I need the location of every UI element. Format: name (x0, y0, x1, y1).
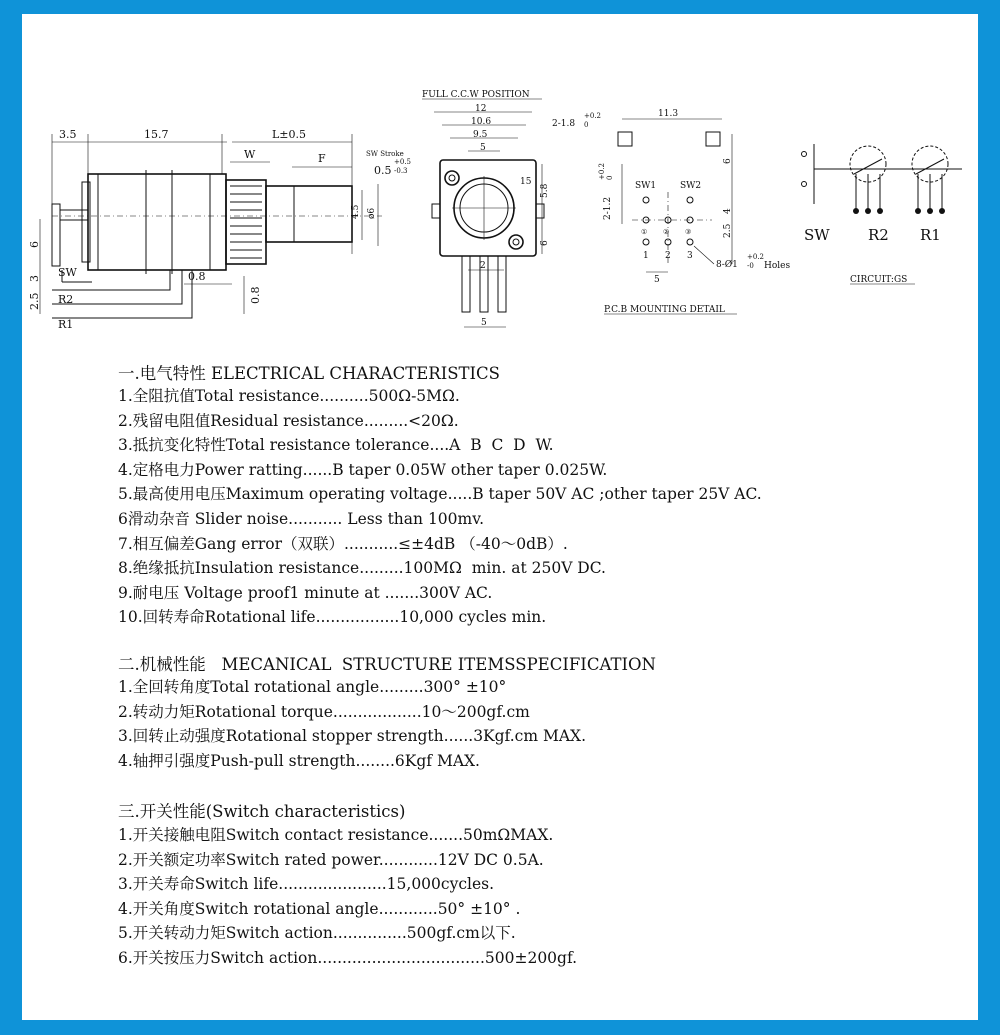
pcb-pin-c2: ② (663, 228, 670, 236)
pcb-mounting-title: P.C.B MOUNTING DETAIL (604, 305, 725, 315)
pin-label-r2: R2 (58, 293, 74, 306)
dim-3: 3 (28, 275, 41, 282)
dim-10-6: 10.6 (471, 117, 492, 127)
dim-f: F (318, 152, 326, 165)
pcb-label-sw1: SW1 (635, 181, 657, 191)
dim-5-8: 5.8 (540, 183, 550, 198)
spec-line: 4.开关角度Switch rotational angle............50° ±10° . (118, 899, 521, 918)
holes-word: Holes (764, 261, 791, 271)
dim-0-8-b: 0.8 (249, 286, 262, 304)
spec-line: 8.绝缘抵抗Insulation resistance.........100MΩ min. at 250V DC. (118, 559, 606, 578)
dim-12: 12 (475, 104, 487, 114)
circuit-title: CIRCUIT:GS (850, 275, 908, 285)
spec-line: 2.开关额定功率Switch rated power............12V DC 0.5A. (118, 850, 544, 869)
pin2-dim: 2-1.2 (603, 196, 613, 220)
dim-6-pcb: 6 (723, 158, 733, 164)
dim-3-5: 3.5 (59, 128, 77, 141)
dim-5-bottom: 5 (481, 318, 487, 328)
pin-label-r1: R1 (58, 318, 74, 331)
spec-line: 1.开关接触电阻Switch contact resistance.......50mΩMAX. (118, 826, 554, 844)
dim-phi6: ø6 (367, 207, 377, 219)
spec-line: 1.全回转角度Total rotational angle.........300° ±10° (118, 678, 507, 696)
spec-line: 10.回转寿命Rotational life.................10,000 cycles min. (118, 608, 547, 627)
mechanical-spec-list (118, 675, 586, 773)
holes-dim-tol0: -0 (747, 262, 754, 270)
pcb-pin-3: 3 (687, 251, 693, 261)
spec-line: 3.抵抗变化特性Total resistance tolerance....A B C D W. (118, 436, 554, 455)
dim-15-7: 15.7 (144, 128, 169, 141)
dim-6: 6 (28, 241, 41, 248)
spec-line: 2.残留电阻值Residual resistance.........<20Ω. (118, 411, 459, 430)
pin2-dim-tol0: 0 (606, 175, 614, 180)
spec-line: 6.开关按压力Switch action..................................500±200gf. (118, 948, 578, 967)
spec-line: 4.定格电力Power ratting......B taper 0.05W other taper 0.025W. (118, 460, 608, 479)
sw-stroke-value: 0.5 (374, 164, 392, 177)
dim-11-3: 11.3 (658, 109, 679, 119)
pcb-pin-c1: ① (641, 228, 648, 236)
pcb-label-sw2: SW2 (680, 181, 702, 191)
pin2-dim-tol: +0.2 (598, 163, 606, 180)
dim-9-5: 9.5 (473, 130, 488, 140)
datasheet-page (22, 14, 978, 1020)
dim-2: 2 (480, 261, 486, 271)
circuit-diagram (802, 144, 963, 285)
spec-line: 3.开关寿命Switch life......................15,000cycles. (118, 875, 495, 894)
sw-stroke-tol-minus: -0.3 (394, 167, 408, 175)
spec-line: 5.最高使用电压Maximum operating voltage.....B taper 50V AC ;other taper 25V AC. (118, 485, 762, 504)
holes-dim-tol: +0.2 (747, 253, 764, 261)
dim-4-pcb: 4 (723, 208, 733, 214)
dim-5-pcb: 5 (654, 275, 660, 285)
section-title-mechanical: 二.机械性能 MECANICAL STRUCTURE ITEMSSPECIFICATION (118, 655, 656, 674)
pcb-pin-2: 2 (665, 251, 671, 261)
pin-dim-tol: +0.2 (584, 112, 601, 120)
spec-line: 1.全阻抗值Total resistance..........500Ω-5MΩ. (118, 387, 460, 405)
spec-line: 3.回转止动强度Rotational stopper strength......3Kgf.cm MAX. (118, 727, 587, 746)
pcb-pin-1: 1 (643, 251, 649, 261)
dim-5-top: 5 (480, 143, 486, 153)
front-view-drawing (422, 90, 550, 328)
electrical-spec-list (118, 384, 762, 630)
circuit-label-r1: R1 (920, 226, 941, 244)
dim-w: W (244, 148, 256, 161)
pcb-mounting-drawing (552, 109, 790, 315)
spec-line: 2.转动力矩Rotational torque..................10～200gf.cm (118, 702, 530, 721)
r1-rotor-symbol (912, 146, 948, 214)
circuit-label-r2: R2 (868, 226, 889, 244)
dim-2-5-pcb: 2.5 (723, 223, 733, 238)
dim-0-8-a: 0.8 (188, 270, 206, 283)
holes-dim: 8-Ø1 (716, 260, 738, 270)
front-view-title: FULL C.C.W POSITION (422, 90, 530, 100)
dim-15-badge: 15 (520, 177, 532, 187)
spec-line: 5.开关转动力矩Switch action...............500gf.cm以下. (118, 924, 516, 943)
spec-line: 7.相互偏差Gang error（双联）...........≤±4dB （-40～0dB）. (118, 534, 568, 553)
pin-label-sw: SW (58, 266, 77, 279)
pcb-pin-c3: ③ (685, 228, 692, 236)
switch-spec-list (118, 823, 577, 971)
spec-line: 6滑动杂音 Slider noise........... Less than 100mv. (118, 509, 485, 528)
section-title-electrical: 一.电气特性 ELECTRICAL CHARACTERISTICS (118, 364, 500, 383)
dim-l: L±0.5 (272, 128, 307, 141)
sw-stroke-label: SW Stroke (366, 150, 404, 158)
section-title-switch: 三.开关性能(Switch characteristics) (118, 802, 406, 821)
circuit-label-sw: SW (804, 226, 830, 244)
side-view-drawing (28, 128, 411, 331)
dim-2-5: 2.5 (28, 292, 41, 310)
dim-6-front: 6 (540, 240, 550, 246)
dim-4-5: 4.5 (351, 204, 361, 219)
sw-stroke-tol-plus: +0.5 (394, 158, 411, 166)
r2-rotor-symbol (850, 146, 886, 214)
pin-dim: 2-1.8 (552, 119, 576, 129)
spec-line: 4.轴押引强度Push-pull strength........6Kgf MAX. (118, 751, 480, 770)
spec-line: 9.耐电压 Voltage proof1 minute at .......300V AC. (118, 583, 493, 602)
technical-drawing (22, 14, 978, 344)
pin-dim-tol0: 0 (584, 121, 589, 129)
